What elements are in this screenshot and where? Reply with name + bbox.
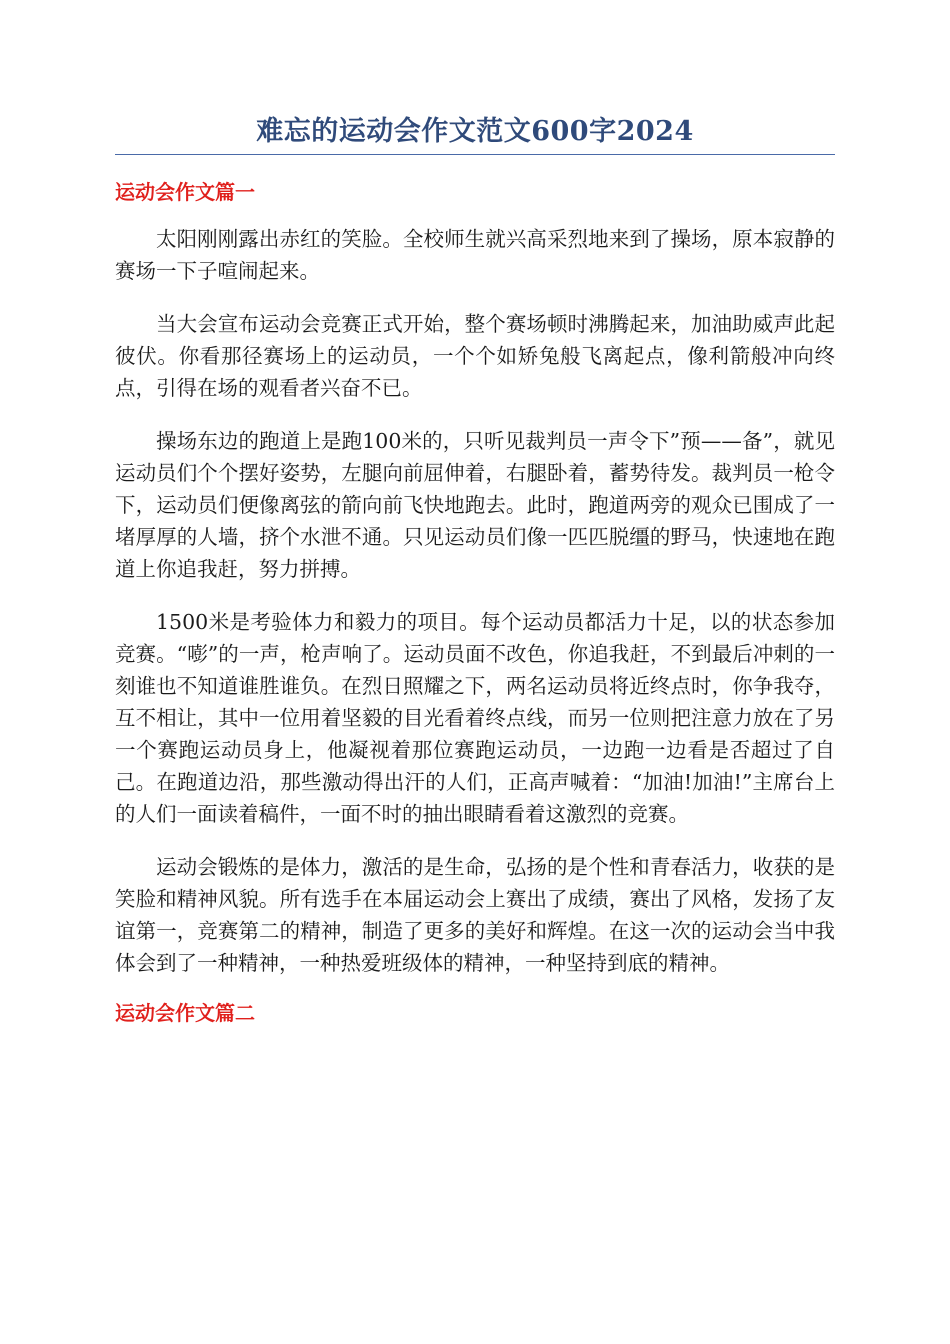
section-heading: 运动会作文篇一 [115, 180, 255, 204]
document-page [115, 112, 835, 1044]
title-underline [115, 154, 835, 155]
document-title: 难忘的运动会作文范文600字2024 [256, 116, 694, 147]
paragraph: 当大会宣布运动会竞赛正式开始，整个赛场顿时沸腾起来，加油助威声此起彼伏。你看那径赛场上的运动员，一个个如矫兔般飞离起点，像利箭般冲向终点，引得在场的观看者兴奋不已。 [115, 312, 835, 400]
section-one [115, 179, 835, 979]
section-two [115, 1000, 835, 1026]
section-heading: 运动会作文篇二 [115, 1001, 255, 1025]
paragraph: 运动会锻炼的是体力，激活的是生命，弘扬的是个性和青春活力，收获的是笑脸和精神风貌。所有选手在本届运动会上赛出了成绩，赛出了风格，发扬了友谊第一，竞赛第二的精神，制造了更多的美好和辉煌。在这一次的运动会当中我体会到了一种精神，一种热爱班级体的精神，一种坚持到底的精神。 [115, 855, 835, 975]
paragraph: 太阳刚刚露出赤红的笑脸。全校师生就兴高采烈地来到了操场，原本寂静的赛场一下子喧闹起来。 [115, 227, 835, 283]
paragraph: 操场东边的跑道上是跑100米的，只听见裁判员一声令下”预——备”，就见运动员们个个摆好姿势，左腿向前屈伸着，右腿卧着，蓄势待发。裁判员一枪令下，运动员们便像离弦的箭向前飞快地跑去。此时，跑道两旁的观众已围成了一堵厚厚的人墙，挤个水泄不通。只见运动员们像一匹匹脱缰的野马，快速地在跑道上你追我赶，努力拼搏。 [115, 429, 835, 581]
paragraph: 1500米是考验体力和毅力的项目。每个运动员都活力十足，以的状态参加竞赛。“嘭”的一声，枪声响了。运动员面不改色，你追我赶，不到最后冲刺的一刻谁也不知道谁胜谁负。在烈日照耀之下，两名运动员将近终点时，你争我夺，互不相让，其中一位用着坚毅的目光看着终点线，而另一位则把注意力放在了另一个赛跑运动员身上，他凝视着那位赛跑运动员，一边跑一边看是否超过了自己。在跑道边沿，那些激动得出汗的人们，正高声喊着：“加油!加油!”主席台上的人们一面读着稿件，一面不时的抽出眼睛看着这激烈的竞赛。 [115, 610, 835, 826]
